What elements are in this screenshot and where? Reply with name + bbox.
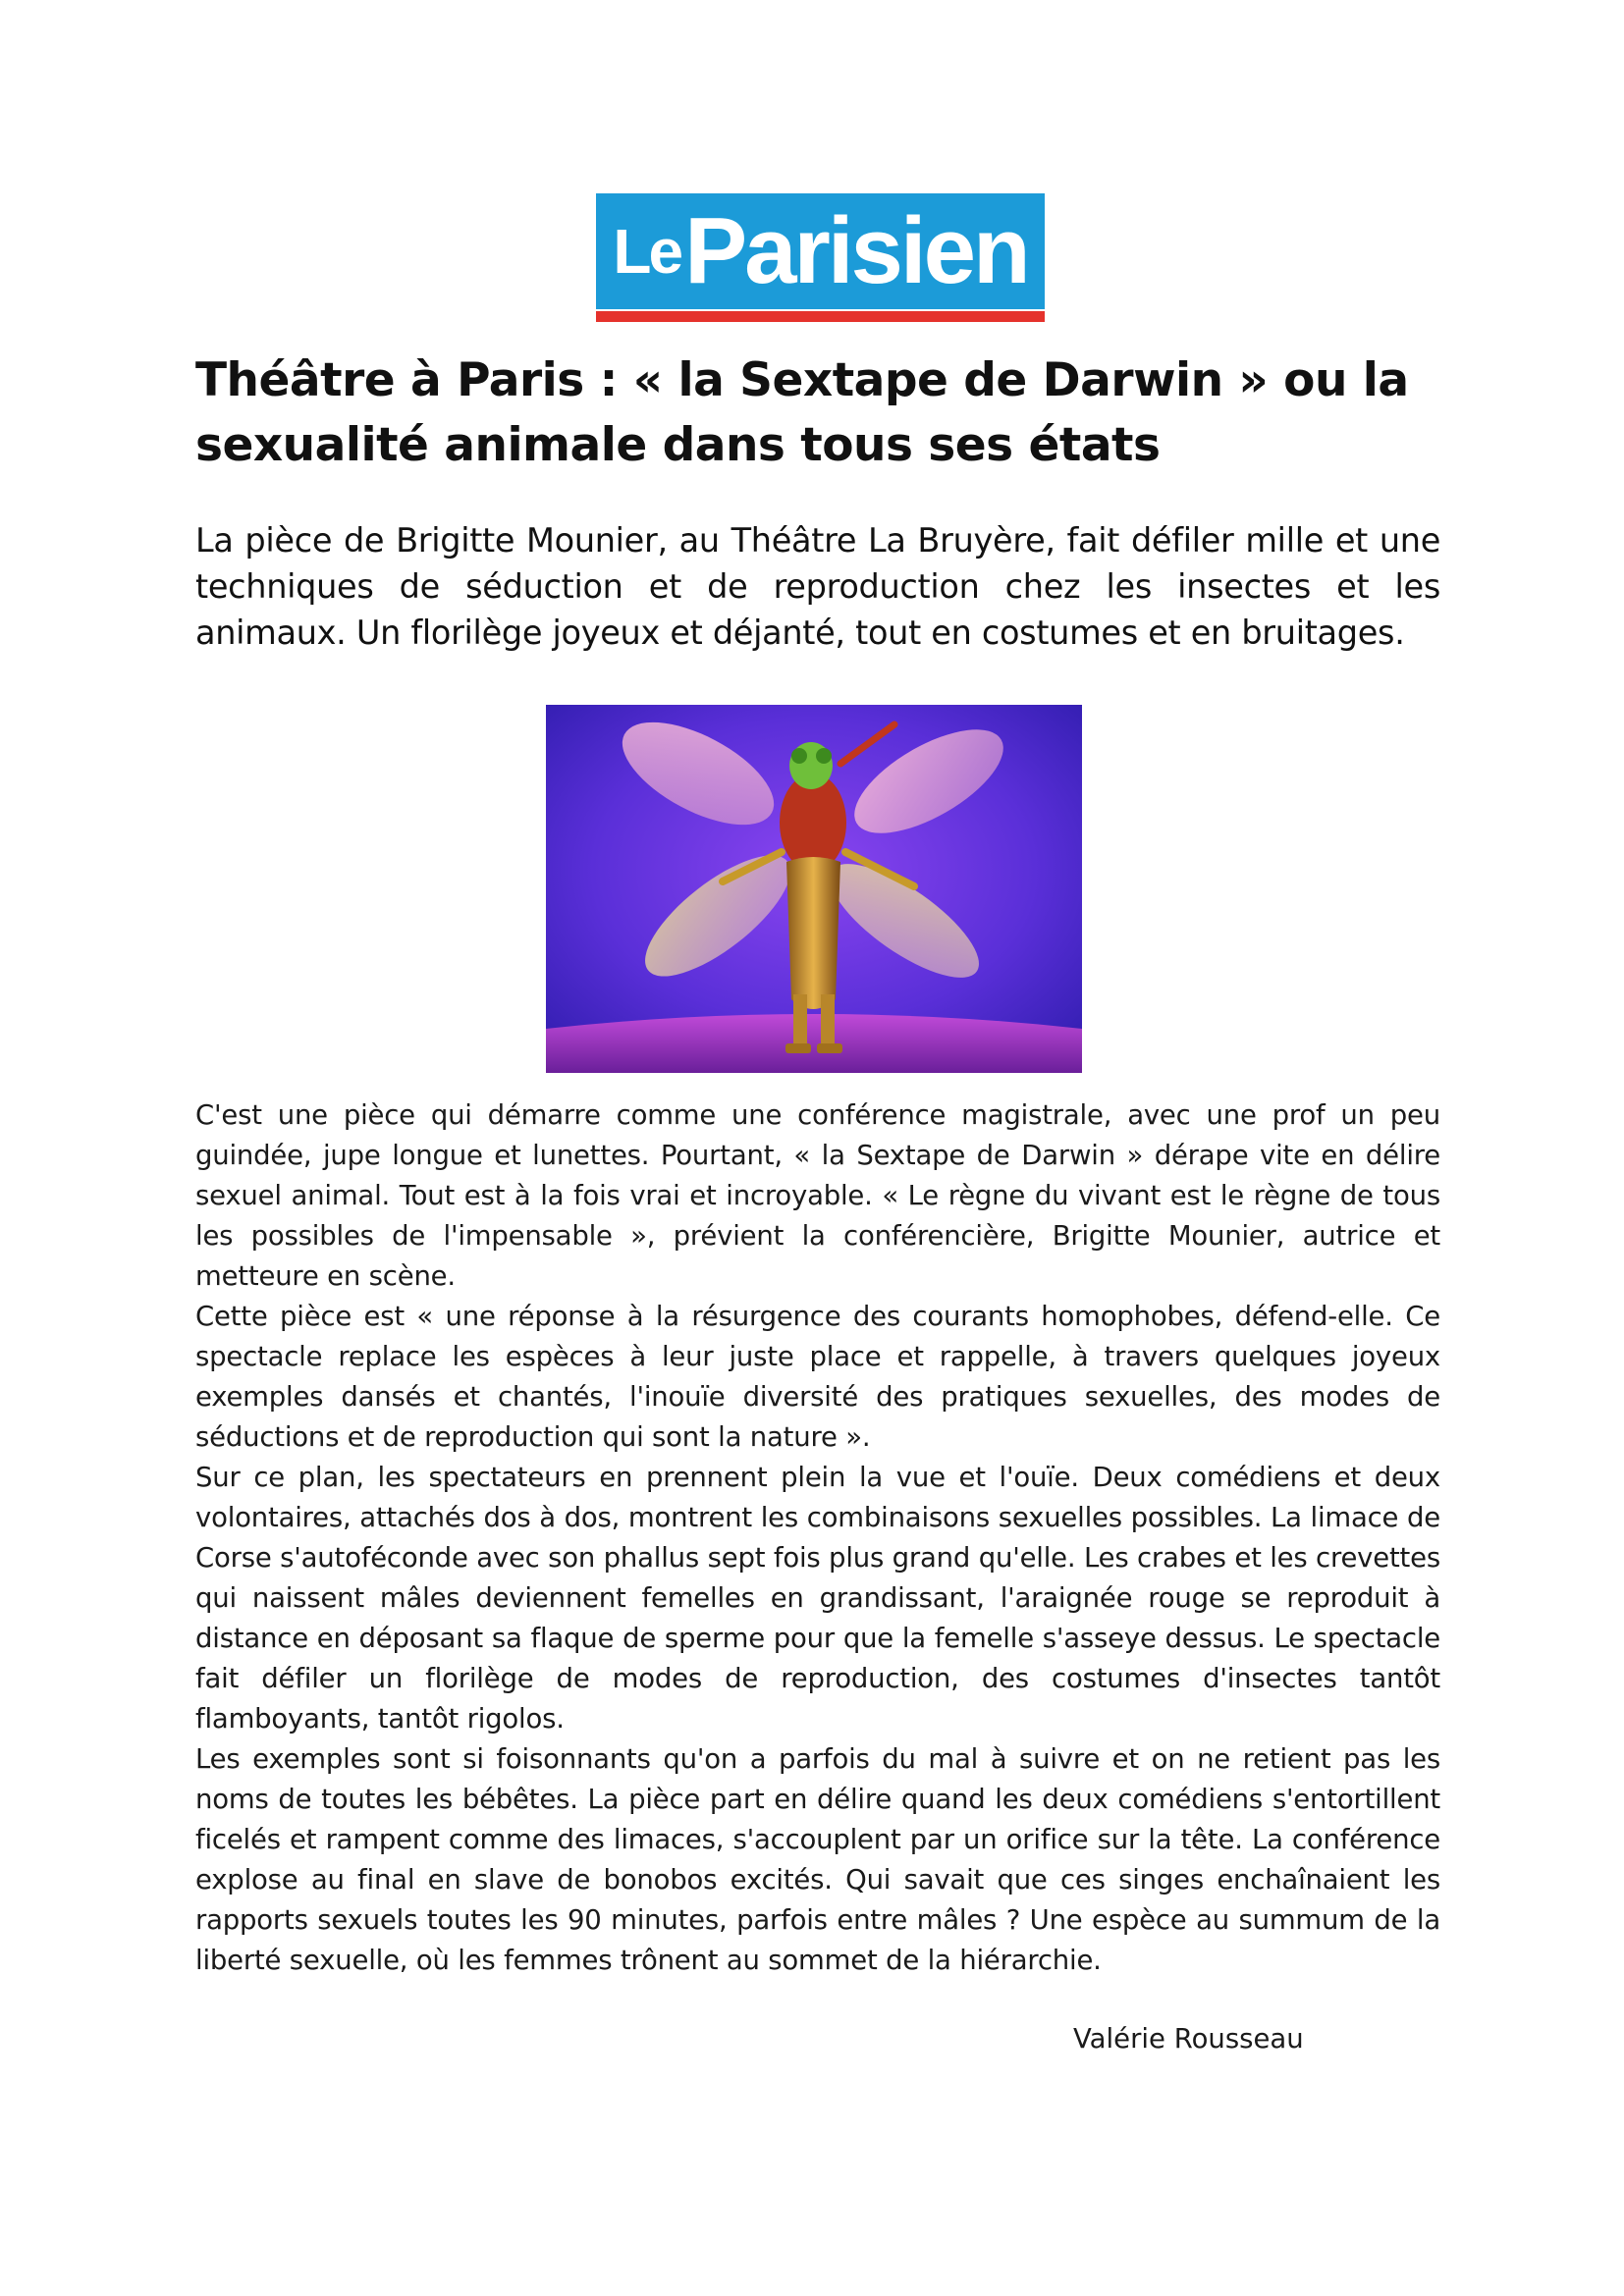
body-paragraph: Les exemples sont si foisonnants qu'on a parfois du mal à suivre et on ne retient pas les noms de toutes les bébêtes. La pièce part en délire quand les deux comédiens s'entortillent ficelés et rampent comme des limaces, s'accouplent par un orifice sur la tête. La conférence explose au final en slave de bonobos excités. Qui savait que ces singes enchaînaient les rapports sexuels toutes les 90 minutes, parfois entre mâles ? Une espèce au summum de la liberté sexuelle, où les femmes trônent au sommet de la hiérarchie. bbox=[195, 1743, 1440, 1976]
article-body bbox=[195, 1095, 1440, 1981]
insect-costume-photo bbox=[546, 705, 1082, 1073]
article-headline: Théâtre à Paris : « la Sextape de Darwin » ou la sexualité animale dans tous ses états bbox=[195, 353, 1409, 472]
author-byline: Valérie Rousseau bbox=[1073, 2023, 1304, 2055]
body-paragraph: Cette pièce est « une réponse à la résurgence des courants homophobes, défend-elle. Ce spectacle replace les espèces à leur juste place et rappelle, à travers quelques joyeux exemples dansés et chantés, l'inouïe diversité des pratiques sexuelles, des modes de séductions et de reproduction qui sont la nature ». bbox=[195, 1301, 1440, 1453]
article-lead: La pièce de Brigitte Mounier, au Théâtre La Bruyère, fait défiler mille et une techniques de séduction et de reproduction chez les insectes et les animaux. Un florilège joyeux et déjanté, tout en costumes et en bruitages. bbox=[195, 521, 1440, 652]
logo-text-le: Le bbox=[613, 216, 681, 287]
logo-text-parisien: Parisien bbox=[684, 198, 1028, 303]
body-paragraph: Sur ce plan, les spectateurs en prennent plein la vue et l'ouïe. Deux comédiens et deux volontaires, attachés dos à dos, montrent les combinaisons sexuelles possibles. La limace de Corse s'autoféconde avec son phallus sept fois plus grand qu'elle. Les crabes et les crevettes qui naissent mâles deviennent femelles en grandissant, l'araignée rouge se reproduit à distance en déposant sa flaque de sperme pour que la femelle s'asseye dessus. Le spectacle fait défiler un florilège de modes de reproduction, des costumes d'insectes tantôt flamboyants, tantôt rigolos. bbox=[195, 1462, 1440, 1735]
logo-red-underline bbox=[596, 311, 1045, 322]
logo-wordmark bbox=[596, 193, 1045, 309]
body-paragraph: C'est une pièce qui démarre comme une conférence magistrale, avec une prof un peu guindée, jupe longue et lunettes. Pourtant, « la Sextape de Darwin » dérape vite en délire sexuel animal. Tout est à la fois vrai et incroyable. « Le règne du vivant est le règne de tous les possibles de l'impensable », prévient la conférencière, Brigitte Mounier, autrice et metteure en scène. bbox=[195, 1099, 1440, 1292]
le-parisien-logo bbox=[596, 193, 1045, 325]
article-photo bbox=[546, 705, 1082, 1073]
